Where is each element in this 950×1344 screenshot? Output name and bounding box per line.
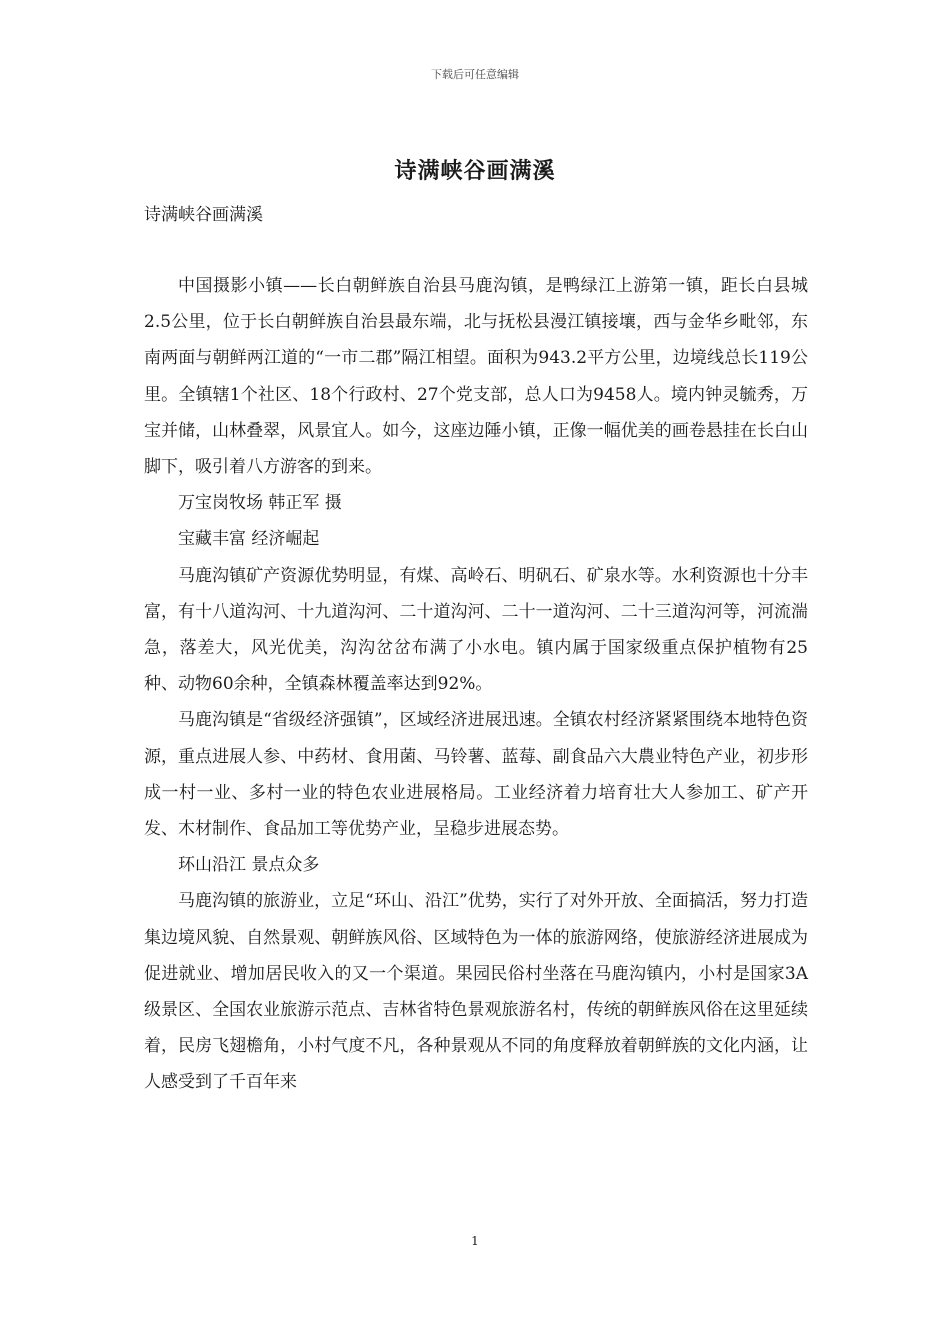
paragraph-tourism: 马鹿沟镇的旅游业，立足“环山、沿江”优势，实行了对外开放、全面搞活，努力打造集边境风貌、自然景观、朝鲜族风俗、区域特色为一体的旅游网络，使旅游经济进展成为促进就业、增加居民收入的又一个渠道。果园民俗村坐落在马鹿沟镇内，小村是国家3A级景区、全国农业旅游示范点、吉林省特色景观旅游名村，传统的朝鲜族风俗在这里延续着，民房飞翅檐角，小村气度不凡，各种景观从不同的角度释放着朝鲜族的文化内涵，让人感受到了千百年来	[144, 891, 808, 1093]
section-heading: 环山沿江 景点众多	[178, 855, 320, 876]
paragraph-resources: 马鹿沟镇矿产资源优势明显，有煤、高岭石、明矾石、矿泉水等。水利资源也十分丰富，有十八道沟河、十九道沟河、二十道沟河、二十一道沟河、二十三道沟河等，河流湍急，落差大，风光优美，沟沟岔岔布满了小水电。镇内属于国家级重点保护植物有25种、动物60余种，全镇森林覆盖率达到92%。	[144, 565, 808, 695]
section-heading: 宝藏丰富 经济崛起	[178, 529, 320, 550]
photo-caption: 万宝岗牧场 韩正军 摄	[178, 493, 342, 514]
paragraph-economy: 马鹿沟镇是“省级经济强镇”，区域经济进展迅速。全镇农村经济紧紧围绕本地特色资源，重点进展人参、中药材、食用菌、马铃薯、蓝莓、副食品六大農业特色产业，初步形成一村一业、多村一业的特色农业进展格局。工业经济着力培育壮大人参加工、矿产开发、木材制作、食品加工等优势产业，呈稳步进展态势。	[144, 710, 808, 840]
paragraph-intro: 中国摄影小镇——长白朝鲜族自治县马鹿沟镇，是鸭绿江上游第一镇，距长白县城2.5公里，位于长白朝鲜族自治县最东端，北与抚松县漫江镇接壤，西与金华乡毗邻，东南两面与朝鲜两江道的“一市二郡”隔江相望。面积为943.2平方公里，边境线总长119公里。全镇辖1个社区、18个行政村、27个党支部，总人口为9458人。境内钟灵毓秀，万宝并储，山林叠翠，风景宜人。如今，这座边陲小镇，正像一幅优美的画卷悬挂在长白山脚下，吸引着八方游客的到来。	[144, 276, 808, 478]
document-subtitle: 诗满峡谷画满溪	[144, 205, 263, 225]
page-number: 1	[471, 1234, 479, 1248]
header-note: 下载后可任意编辑	[431, 68, 519, 81]
document-title: 诗满峡谷画满溪	[394, 158, 556, 184]
document-body	[144, 268, 808, 1101]
